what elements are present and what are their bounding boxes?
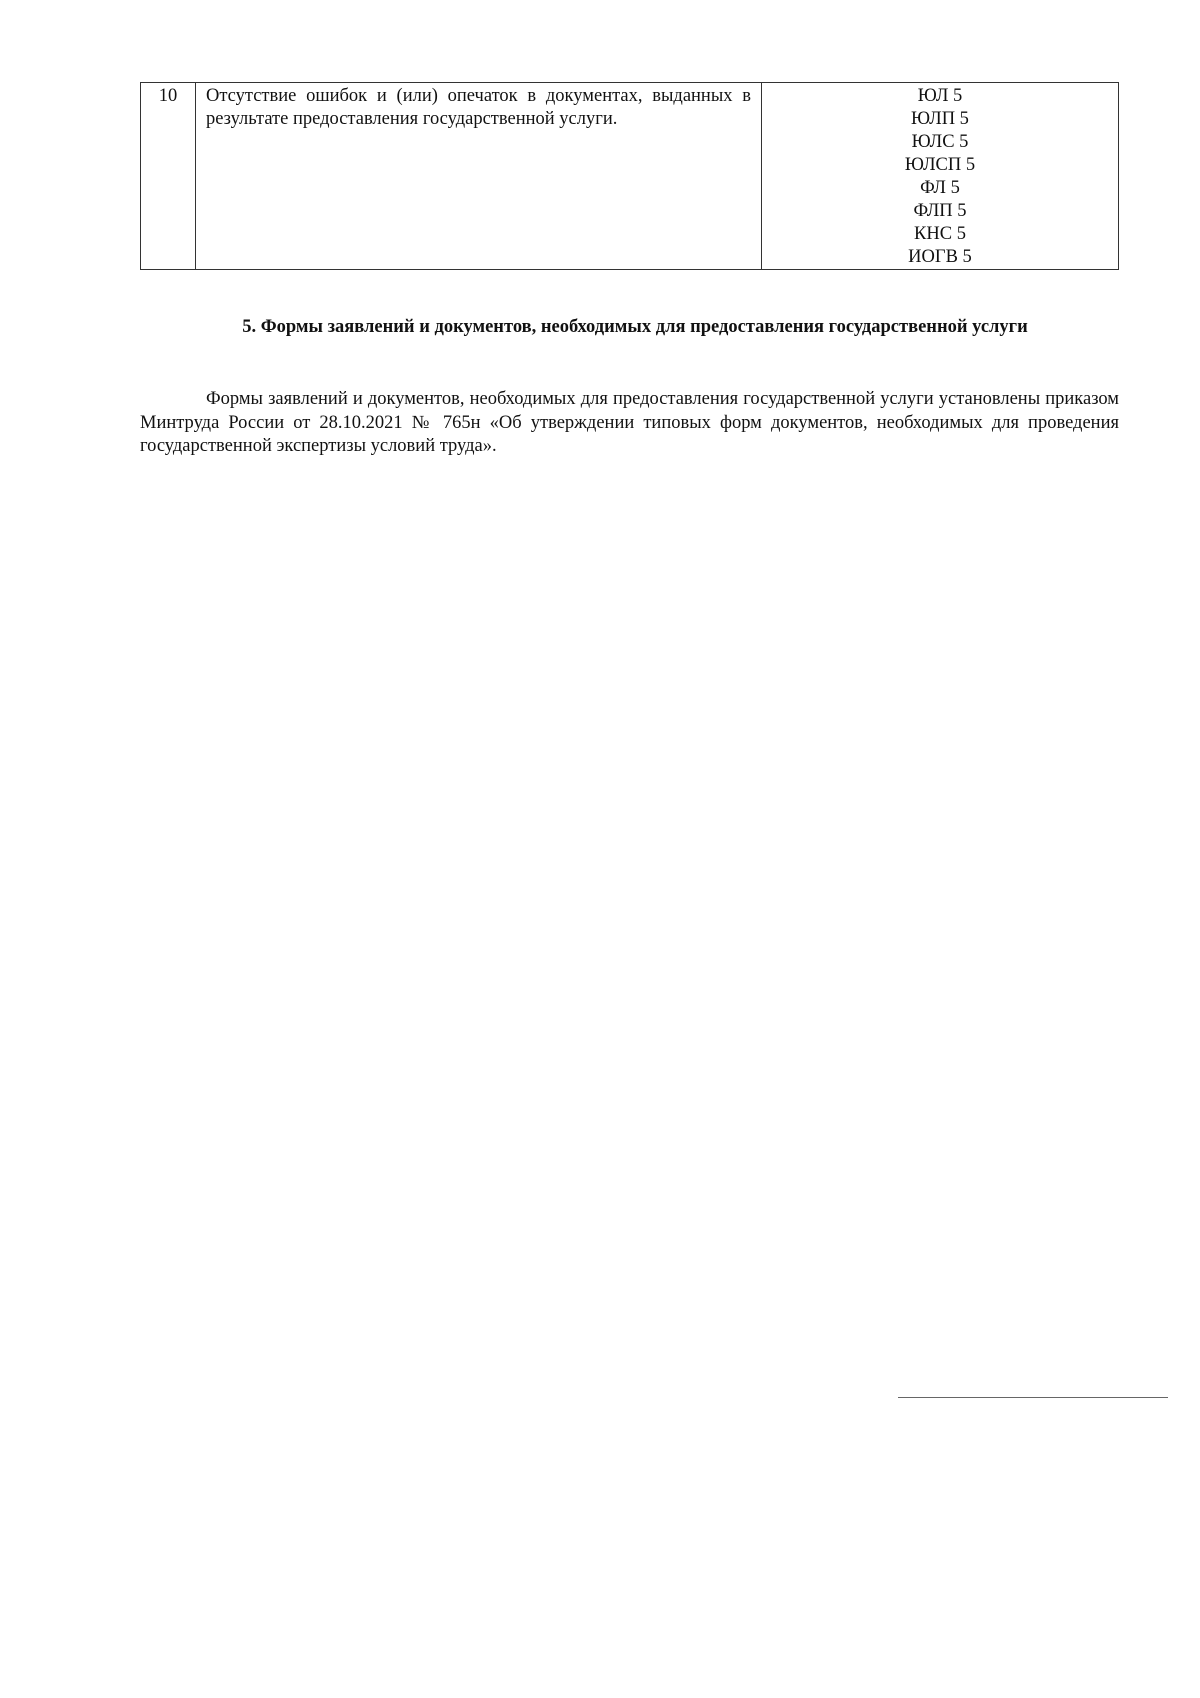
criteria-table (140, 82, 1119, 270)
section-paragraph: Формы заявлений и документов, необходимых для предоставления государственной услуги установлены приказом Минтруда России от 28.10.2021 № 765н «Об утверждении типовых форм документов, необходимых для проведения государственной экспертизы условий труда». (140, 389, 1119, 456)
row-description-cell: Отсутствие ошибок и (или) опечаток в документах, выданных в результате предоставления государственной услуги. (196, 83, 762, 270)
table-row (141, 83, 1119, 270)
section-heading: 5. Формы заявлений и документов, необходимых для предоставления государственной услуги (242, 317, 1028, 337)
code-item: ИОГВ 5 (908, 247, 972, 267)
code-item: ФЛП 5 (913, 201, 967, 221)
code-item: ФЛ 5 (920, 178, 960, 198)
footer-divider (898, 1397, 1168, 1398)
criteria-table-body (141, 83, 1119, 270)
row-number-cell: 10 (141, 83, 196, 270)
code-item: ЮЛ 5 (917, 86, 963, 106)
code-item: ЮЛС 5 (911, 132, 969, 152)
code-item: ЮЛСП 5 (904, 155, 976, 175)
code-item: КНС 5 (914, 224, 966, 244)
row-codes-cell (762, 83, 1119, 270)
code-item: ЮЛП 5 (911, 109, 969, 129)
